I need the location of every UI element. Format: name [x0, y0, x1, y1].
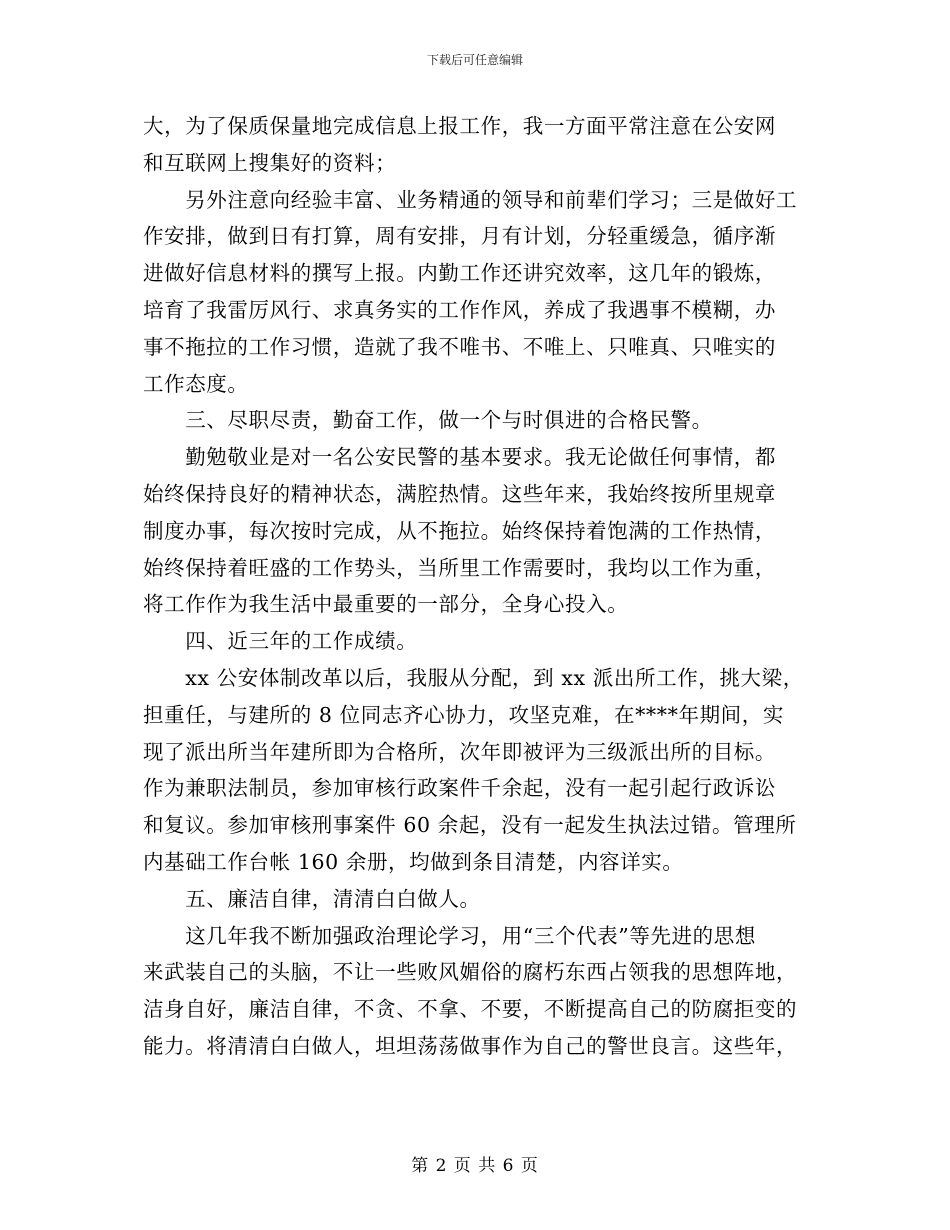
paragraph: xx 公安体制改革以后，我服从分配，到 xx 派出所工作，挑大梁， 担重任，与建所的 8 位同志齐心协力，攻坚克难，在****年期间，实 现了派出所当年建所即为合格所，次年即被评为三级派出所的目标。 作为兼职法制员，参加审核行政案件千余起，没有一起引起行政诉讼 和复议。参加审核刑事案件 60 余起，没有一起发生执法过错。管理所 内基础工作台帐 160 余册，均做到条目清楚，内容详实。: [143, 665, 804, 874]
page-header: 下载后可任意编辑: [426, 53, 523, 67]
document-body: [143, 108, 809, 1065]
paragraph: 大，为了保质保量地完成信息上报工作，我一方面平常注意在公安网 和互联网上搜集好的资料；: [143, 114, 776, 175]
page-number: 第 2 页 共 6 页: [411, 1156, 539, 1176]
section-heading: 四、近三年的工作成绩。: [143, 629, 418, 654]
section-heading: 五、廉洁自律，清清白白做人。: [143, 886, 481, 911]
paragraph: 另外注意向经验丰富、业务精通的领导和前辈们学习；三是做好工 作安排，做到日有打算，周有安排，月有计划，分轻重缓急，循序渐 进做好信息材料的撰写上报。内勤工作还讲究效率，这几年的锻炼， 培育了我雷厉风行、求真务实的工作作风，养成了我遇事不模糊，办 事不拖拉的工作习惯，造就了我不唯书、不唯上、只唯真、只唯实的 工作态度。: [143, 187, 798, 396]
section-heading: 三、尽职尽责，勤奋工作，做一个与时俱进的合格民警。: [143, 408, 713, 433]
paragraph: 这几年我不断加强政治理论学习，用“三个代表”等先进的思想 来武装自己的头脑，不让一些败风媚俗的腐朽东西占领我的思想阵地， 洁身自好，廉洁自律，不贪、不拿、不要，不断提高自己的防腐拒变的 能力。将清清白白做人，坦坦荡荡做事作为自己的警世良言。这些年，: [143, 923, 798, 1058]
paragraph: 勤勉敬业是对一名公安民警的基本要求。我无论做任何事情，都 始终保持良好的精神状态，满腔热情。这些年来，我始终按所里规章 制度办事，每次按时完成，从不拖拉。始终保持着饱满的工作热情， 始终保持着旺盛的工作势头，当所里工作需要时，我均以工作为重， 将工作作为我生活中最重要的一部分，全身心投入。: [143, 445, 776, 617]
